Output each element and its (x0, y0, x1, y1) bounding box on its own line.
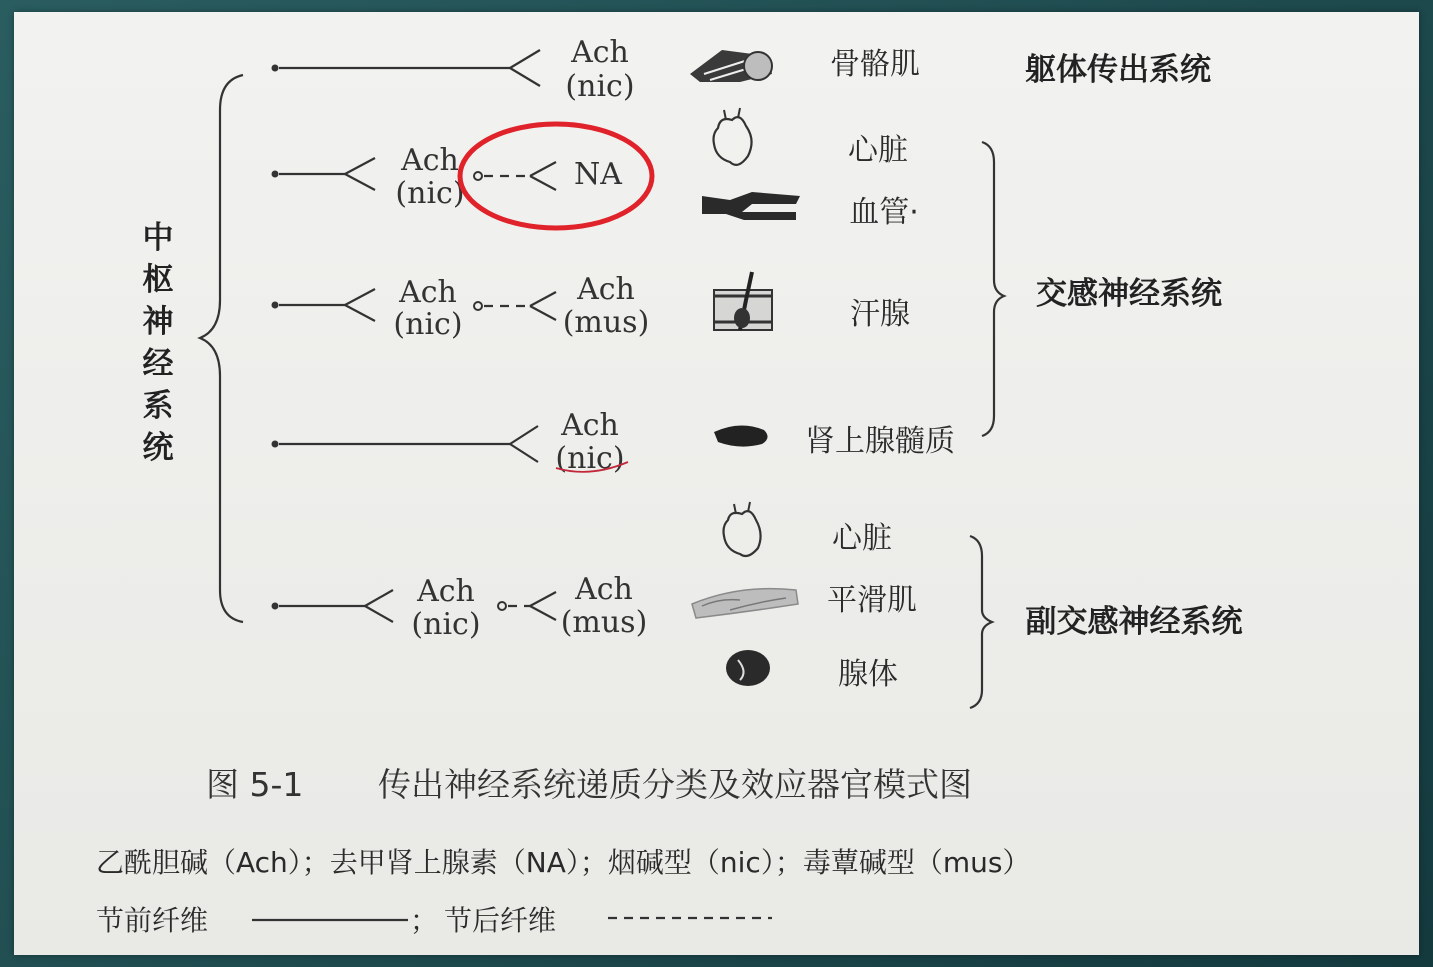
neuron-soma (272, 603, 279, 610)
pathway-sympathetic-na (272, 124, 653, 228)
synapse-terminal (345, 158, 375, 190)
ganglion-cell (474, 302, 482, 310)
receptor-label: (nic) (565, 69, 635, 104)
legend-separator: ； (410, 904, 439, 937)
synapse-terminal (345, 289, 375, 321)
effector-blood-vessel: 血管· (849, 195, 919, 230)
pathway-adrenal (272, 408, 629, 476)
synapse-terminal (510, 426, 538, 462)
synapse-terminal (530, 292, 556, 320)
effector-heart: 心脏 (848, 133, 908, 168)
synapse-terminal (530, 162, 556, 190)
receptor-label: (mus) (562, 305, 650, 340)
cns-label (143, 220, 174, 466)
legend-preganglionic-label: 节前纤维 (96, 904, 209, 937)
system-somatic: 躯体传出系统 (1025, 52, 1211, 88)
transmitter-label: Ach (575, 572, 633, 607)
ganglion-cell (474, 172, 482, 180)
transmitter-label: Ach (577, 272, 635, 307)
heart-icon (714, 108, 752, 165)
synapse-terminal (530, 592, 556, 620)
transmitter-label: Ach (417, 574, 475, 609)
receptor-label: (nic) (555, 441, 625, 476)
legend-abbreviations: 乙酰胆碱（Ach）；去甲肾上腺素（NA）；烟碱型（nic）；毒蕈碱型（mus） (96, 846, 1031, 879)
pathway-somatic (272, 35, 635, 104)
synapse-terminal (365, 590, 393, 622)
pathway-sympathetic-ach (272, 272, 650, 342)
blood-vessel-icon (702, 192, 800, 220)
heart-icon-parasympathetic (724, 502, 761, 556)
cns-char: 中 (142, 220, 174, 256)
receptor-label: (nic) (395, 176, 465, 211)
gland-icon (726, 650, 770, 686)
neuron-soma (272, 441, 279, 448)
neuron-soma (272, 302, 279, 309)
system-parasympathetic: 副交感神经系统 (1025, 604, 1243, 640)
cns-brace (200, 75, 243, 622)
cns-char: 经 (142, 346, 174, 382)
parasympathetic-brace (970, 536, 992, 708)
legend-postganglionic-label: 节后纤维 (444, 904, 557, 937)
neuron-soma (272, 65, 279, 72)
effector-smooth-muscle: 平滑肌 (827, 583, 917, 618)
receptor-label: (mus) (560, 605, 648, 640)
transmitter-label: Ach (571, 35, 629, 70)
pathway-parasympathetic (272, 572, 648, 642)
figure-number: 图 5-1 (206, 765, 304, 804)
ganglion-cell (498, 602, 506, 610)
receptor-label: (nic) (393, 307, 463, 342)
effector-heart-parasympathetic: 心脏 (832, 521, 892, 556)
sweat-gland-icon (714, 272, 772, 330)
transmitter-label: Ach (561, 408, 619, 443)
effector-gland: 腺体 (838, 657, 898, 692)
neuron-soma (272, 171, 279, 178)
synapse-terminal (510, 50, 540, 86)
transmitter-label: NA (574, 157, 622, 192)
receptor-label: (nic) (411, 607, 481, 642)
cns-char: 神 (142, 304, 174, 340)
transmitter-label: Ach (401, 143, 459, 178)
effector-skeletal-muscle: 骨骼肌 (830, 47, 920, 82)
cns-char: 系 (142, 388, 174, 424)
adrenal-medulla-icon (714, 425, 768, 446)
smooth-muscle-icon (692, 589, 798, 618)
skeletal-muscle-icon (690, 50, 772, 82)
figure-title: 传出神经系统递质分类及效应器官模式图 (378, 765, 972, 804)
effector-adrenal-medulla: 肾上腺髓质 (805, 424, 955, 459)
sympathetic-brace (982, 142, 1004, 436)
effector-sweat-gland: 汗腺 (850, 297, 910, 332)
system-sympathetic: 交感神经系统 (1036, 276, 1222, 312)
transmitter-label: Ach (399, 275, 457, 310)
cns-char: 枢 (142, 262, 174, 298)
cns-char: 统 (142, 430, 174, 466)
